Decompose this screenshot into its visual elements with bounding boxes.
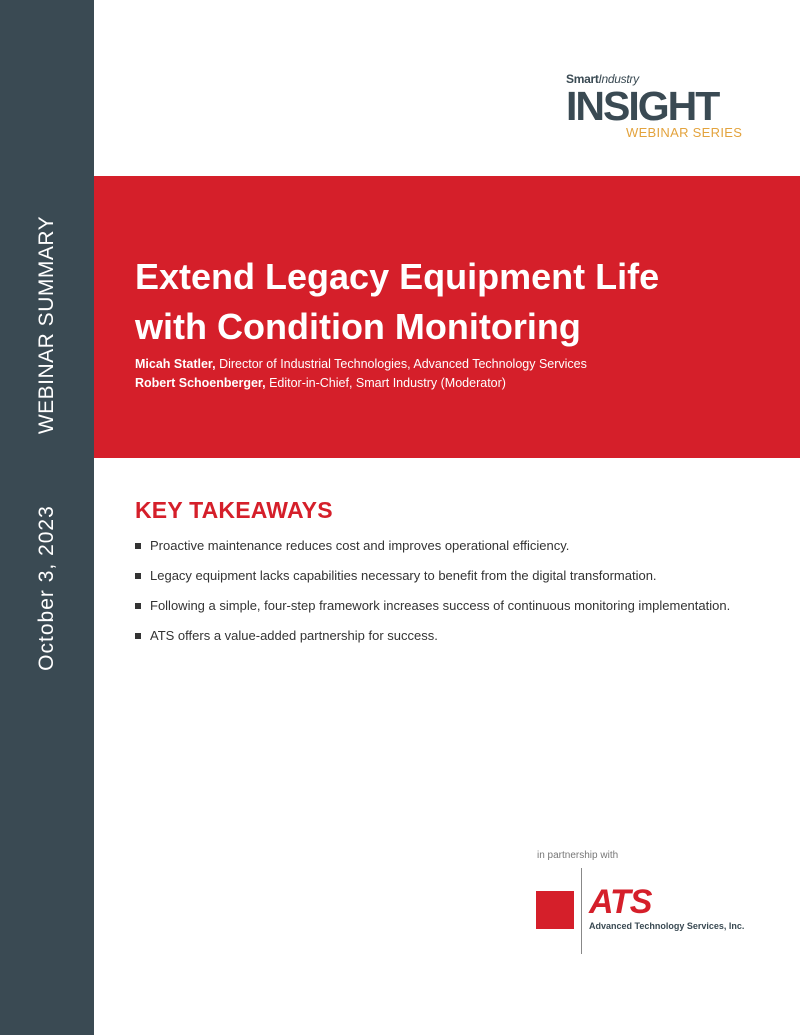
webinar-date: October 3, 2023 <box>35 505 58 671</box>
list-item: Legacy equipment lacks capabilities necessary to benefit from the digital transformation. <box>135 567 785 597</box>
partner-divider <box>581 868 582 954</box>
partnership-caption: in partnership with <box>537 850 619 861</box>
key-takeaways-list <box>135 537 785 657</box>
smart-industry-wordmark: SmartIndustry <box>566 72 639 86</box>
speaker-role: Director of Industrial Technologies, Advanced Technology Services <box>215 357 587 371</box>
list-item: ATS offers a value-added partnership for success. <box>135 627 785 657</box>
sidebar <box>0 0 94 1035</box>
speaker-line <box>135 376 506 390</box>
title-banner <box>94 176 800 458</box>
document-type-label: WEBINAR SUMMARY <box>35 215 58 435</box>
speaker-role: Editor-in-Chief, Smart Industry (Moderator) <box>265 376 506 390</box>
ats-logo-wordmark: ATS <box>589 883 652 921</box>
webinar-series-label: WEBINAR SERIES <box>626 125 743 140</box>
bullet-icon <box>135 543 141 549</box>
ats-company-name: Advanced Technology Services, Inc. <box>589 921 745 931</box>
list-item: Proactive maintenance reduces cost and improves operational efficiency. <box>135 537 785 567</box>
ats-logo-square-icon <box>536 891 574 929</box>
insight-wordmark: INSIGHT <box>566 83 719 129</box>
title-line-1: Extend Legacy Equipment Life <box>135 256 660 297</box>
speaker-line <box>135 357 587 371</box>
bullet-icon <box>135 603 141 609</box>
title-line-2: with Condition Monitoring <box>135 306 581 347</box>
list-item: Following a simple, four-step framework increases success of continuous monitoring implementation. <box>135 597 785 627</box>
key-takeaways-heading: KEY TAKEAWAYS <box>135 497 333 523</box>
insight-logo <box>566 72 766 140</box>
speaker-name: Robert Schoenberger, <box>135 376 266 390</box>
page-title <box>135 252 775 352</box>
speaker-name: Micah Statler, <box>135 357 216 371</box>
bullet-icon <box>135 573 141 579</box>
bullet-icon <box>135 633 141 639</box>
